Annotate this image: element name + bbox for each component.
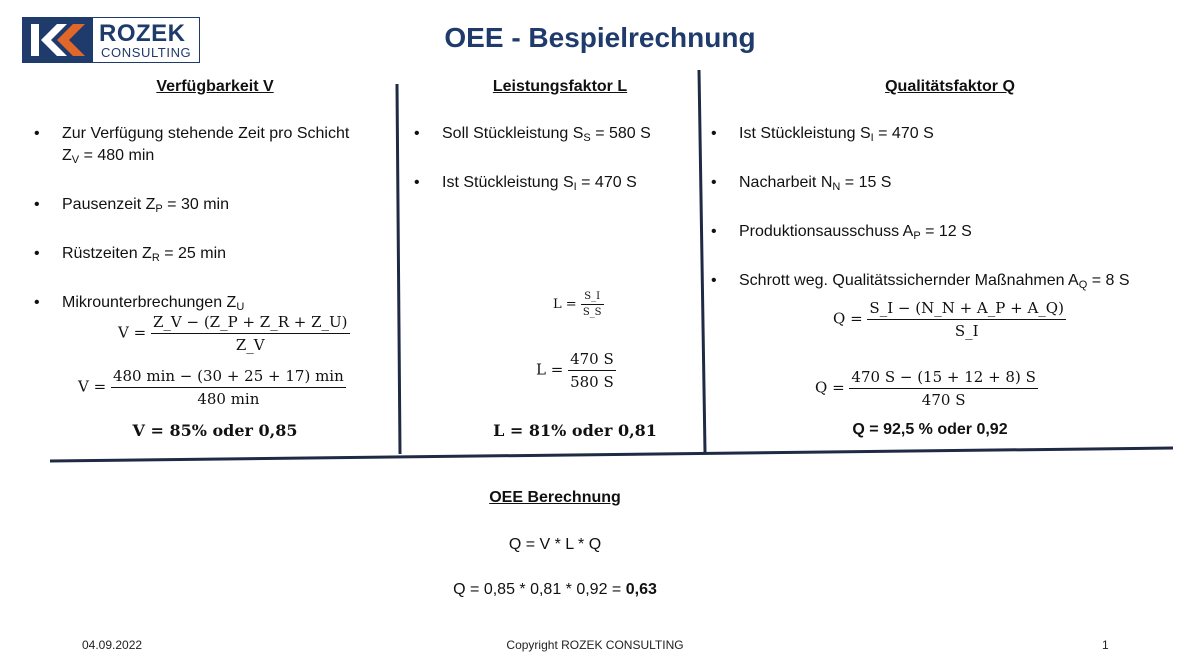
- result-v: V = 85% oder 0,85: [132, 421, 298, 440]
- heading-verfuegbarkeit: Verfügbarkeit V: [156, 78, 274, 95]
- oee-formula: Q = V * L * Q: [508, 536, 602, 553]
- list-item-text: Zur Verfügung stehende Zeit pro Schicht: [62, 125, 350, 142]
- list-verfuegbarkeit: [34, 123, 394, 318]
- list-item: • Ist Stückleistung $S_I = 470$ S: [711, 123, 1191, 149]
- divider-right: [699, 70, 705, 452]
- list-item: • Pausenzeit $Z_P = 30$ min: [34, 194, 394, 220]
- formula-l-numeric: L = $\frac{470 S}{580 S}$: [536, 350, 614, 391]
- list-item: • Soll Stückleistung $S_S = 580$ S: [414, 123, 694, 149]
- logo-text-sub: CONSULTING: [101, 45, 192, 60]
- result-q: Q = 92,5 % oder 0,92: [852, 421, 1008, 438]
- footer-page-number: 1: [1102, 638, 1109, 652]
- list-item: • Ist Stückleistung $S_I = 470$ S: [414, 172, 694, 198]
- footer-date: 04.09.2022: [82, 638, 143, 652]
- list-item: • Produktionsausschuss $A_P = 12$ S: [711, 221, 1191, 247]
- logo-text-main: ROZEK: [99, 20, 186, 47]
- heading-leistungsfaktor: Leistungsfaktor L: [492, 78, 628, 95]
- list-item: • Mikrounterbrechungen $Z_U$: [34, 292, 394, 318]
- oee-calc-prefix: Q = 0,85 * 0,81 * 0,92 =: [453, 581, 626, 598]
- formula-v-general: V = $\frac{Z\_V - (Z\_P + Z\_R + Z\_U)}{Z\_V}$: [118, 313, 348, 354]
- formula-v-numeric: V = $\frac{480 \min - (30 + 25 + 17) \min}{480 \min}$: [78, 367, 344, 408]
- formula-q-general: Q = $\frac{S\_I - (N\_N + A\_P + A\_Q)}{S\_I}$: [833, 299, 1064, 340]
- list-item: • Zur Verfügung stehende Zeit pro Schicht $Z_V = 480$ min: [34, 123, 394, 171]
- result-l: L = 81% oder 0,81: [493, 421, 657, 440]
- list-item: • Rüstzeiten $Z_R = 25$ min: [34, 243, 394, 269]
- list-qualitaetsfaktor: [711, 123, 1191, 296]
- list-leistungsfaktor: [414, 123, 694, 198]
- page-title: OEE - Bespielrechnung: [444, 22, 756, 53]
- divider-horizontal: [50, 448, 1173, 461]
- formula-l-general: L = $\frac{S\_I}{S\_S}$: [553, 291, 602, 318]
- oee-calc-result: 0,63: [625, 581, 657, 598]
- oee-calculation: [380, 581, 730, 599]
- heading-qualitaetsfaktor: Qualitätsfaktor Q: [885, 78, 1015, 95]
- formula-q-numeric: Q = $\frac{470 S - (15 + 12 + 8) S}{470 S}$: [815, 368, 1036, 409]
- list-item: • Schrott weg. Qualitätssichernder Maßnahmen $A_Q = 8$ S: [711, 270, 1191, 296]
- list-item: • Nacharbeit $N_N = 15$ S: [711, 172, 1191, 198]
- footer-copyright: Copyright ROZEK CONSULTING: [506, 638, 684, 652]
- heading-oee: OEE Berechnung: [489, 489, 621, 506]
- divider-left: [397, 84, 400, 454]
